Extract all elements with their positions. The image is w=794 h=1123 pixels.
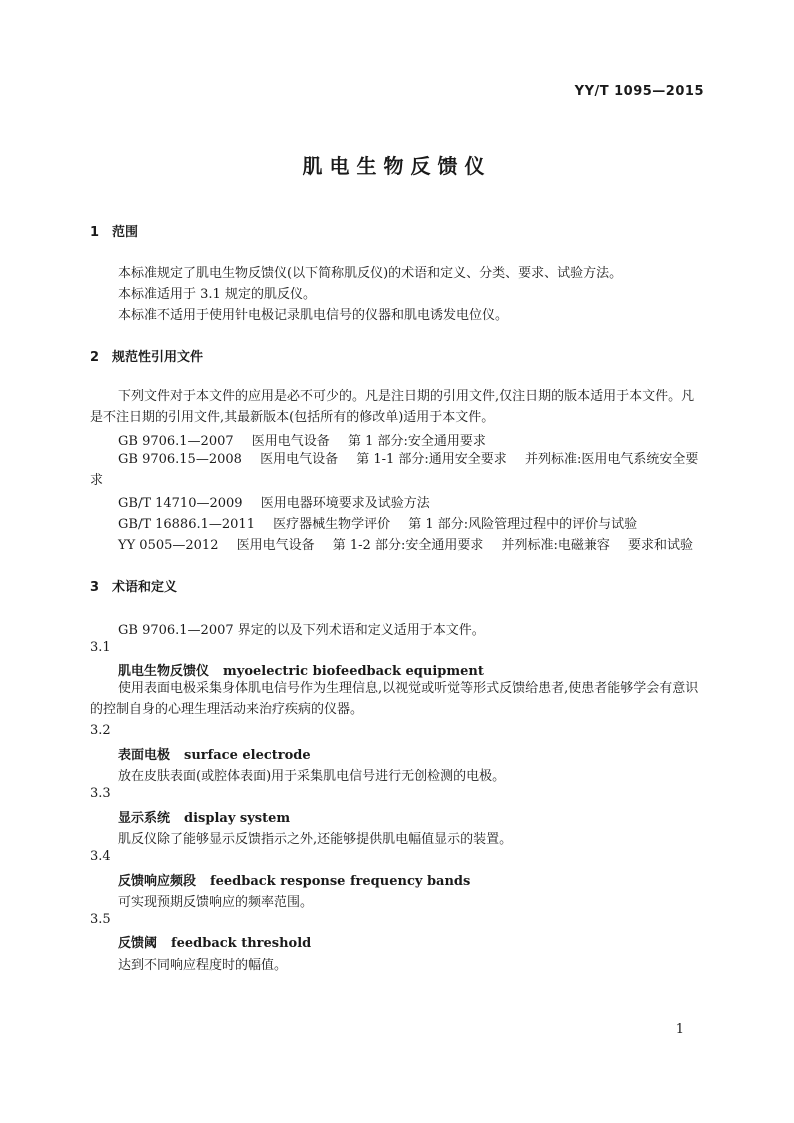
reference-part: 医用电气设备 xyxy=(251,434,330,449)
term-entry xyxy=(118,744,311,763)
term-definition: 可实现预期反馈响应的频率范围。 xyxy=(118,895,314,910)
term-number: 3.1 xyxy=(90,640,111,655)
term-name-en: surface electrode xyxy=(184,748,311,763)
term-name-en: feedback threshold xyxy=(171,936,312,951)
term-definition: 使用表面电极采集身体肌电信号作为生理信息,以视觉或听觉等形式反馈给患者,使患者能够学会有意识的控制自身的心理生理活动来治疗疾病的仪器。 xyxy=(90,681,699,717)
term-entry xyxy=(118,870,470,889)
section-title: 规范性引用文件 xyxy=(112,350,204,365)
term-definition: 放在皮肤表面(或腔体表面)用于采集肌电信号进行无创检测的电极。 xyxy=(118,769,506,784)
reference-item xyxy=(118,534,693,553)
section-2-heading xyxy=(90,346,203,365)
page-number: 1 xyxy=(675,1022,684,1037)
reference-part: 第 1 部分:风险管理过程中的评价与试验 xyxy=(408,517,638,532)
section-number: 1 xyxy=(90,225,100,240)
reference-part: 第 1 部分:安全通用要求 xyxy=(347,434,486,449)
paragraph: 下列文件对于本文件的应用是必不可少的。凡是注日期的引用文件,仅注日期的版本适用于本文件。凡是不注日期的引用文件,其最新版本(包括所有的修改单)适用于本文件。 xyxy=(90,389,695,425)
term-name-zh: 表面电极 xyxy=(118,748,171,763)
term-name-en: myoelectric biofeedback equipment xyxy=(223,664,484,679)
section-title: 术语和定义 xyxy=(112,580,178,595)
reference-part: 医用电气设备 xyxy=(260,452,339,467)
term-definition: 达到不同响应程度时的幅值。 xyxy=(118,958,288,973)
paragraph: 本标准规定了肌电生物反馈仪(以下简称肌反仪)的术语和定义、分类、要求、试验方法。 xyxy=(118,266,623,281)
term-name-en: feedback response frequency bands xyxy=(210,874,471,889)
term-entry xyxy=(118,807,290,826)
section-1-heading xyxy=(90,221,138,240)
reference-part: 医用电器环境要求及试验方法 xyxy=(260,496,430,511)
section-3-heading xyxy=(90,576,177,595)
term-number: 3.2 xyxy=(90,723,111,738)
term-name-zh: 显示系统 xyxy=(118,811,171,826)
term-number: 3.3 xyxy=(90,786,111,801)
reference-part: 要求和试验 xyxy=(628,538,694,553)
reference-code: YY 0505—2012 xyxy=(118,538,219,553)
reference-part: 并列标准:电磁兼容 xyxy=(501,538,610,553)
term-definition: 肌反仪除了能够显示反馈指示之外,还能够提供肌电幅值显示的装置。 xyxy=(118,832,513,847)
reference-part: 医疗器械生物学评价 xyxy=(273,517,391,532)
term-number: 3.5 xyxy=(90,912,111,927)
reference-part: 第 1-2 部分:安全通用要求 xyxy=(332,538,484,553)
reference-item xyxy=(118,492,430,511)
paragraph: 本标准不适用于使用针电极记录肌电信号的仪器和肌电诱发电位仪。 xyxy=(118,308,509,323)
reference-item xyxy=(118,513,637,532)
reference-part: 并列标准:医用电气系统安全要求 xyxy=(90,452,699,488)
section-number: 3 xyxy=(90,580,100,595)
reference-part: 医用电气设备 xyxy=(236,538,315,553)
term-entry xyxy=(118,932,311,951)
term-name-en: display system xyxy=(184,811,291,826)
reference-code: GB/T 14710—2009 xyxy=(118,496,243,511)
document-title: 肌电生物反馈仪 xyxy=(302,154,492,178)
section-title: 范围 xyxy=(112,225,139,240)
reference-code: GB 9706.1—2007 xyxy=(118,434,234,449)
reference-code: GB 9706.15—2008 xyxy=(118,452,242,467)
term-name-zh: 反馈响应频段 xyxy=(118,874,197,889)
section-number: 2 xyxy=(90,350,100,365)
paragraph: 本标准适用于 3.1 规定的肌反仪。 xyxy=(118,287,316,302)
term-name-zh: 肌电生物反馈仪 xyxy=(118,664,210,679)
term-entry xyxy=(118,660,484,679)
reference-item xyxy=(90,449,705,491)
reference-part: 第 1-1 部分:通用安全要求 xyxy=(356,452,507,467)
standard-code: YY/T 1095—2015 xyxy=(574,84,704,99)
term-name-zh: 反馈阈 xyxy=(118,936,158,951)
reference-item xyxy=(118,430,486,449)
term-number: 3.4 xyxy=(90,849,111,864)
reference-code: GB/T 16886.1—2011 xyxy=(118,517,255,532)
paragraph: GB 9706.1—2007 界定的以及下列术语和定义适用于本文件。 xyxy=(118,623,485,638)
